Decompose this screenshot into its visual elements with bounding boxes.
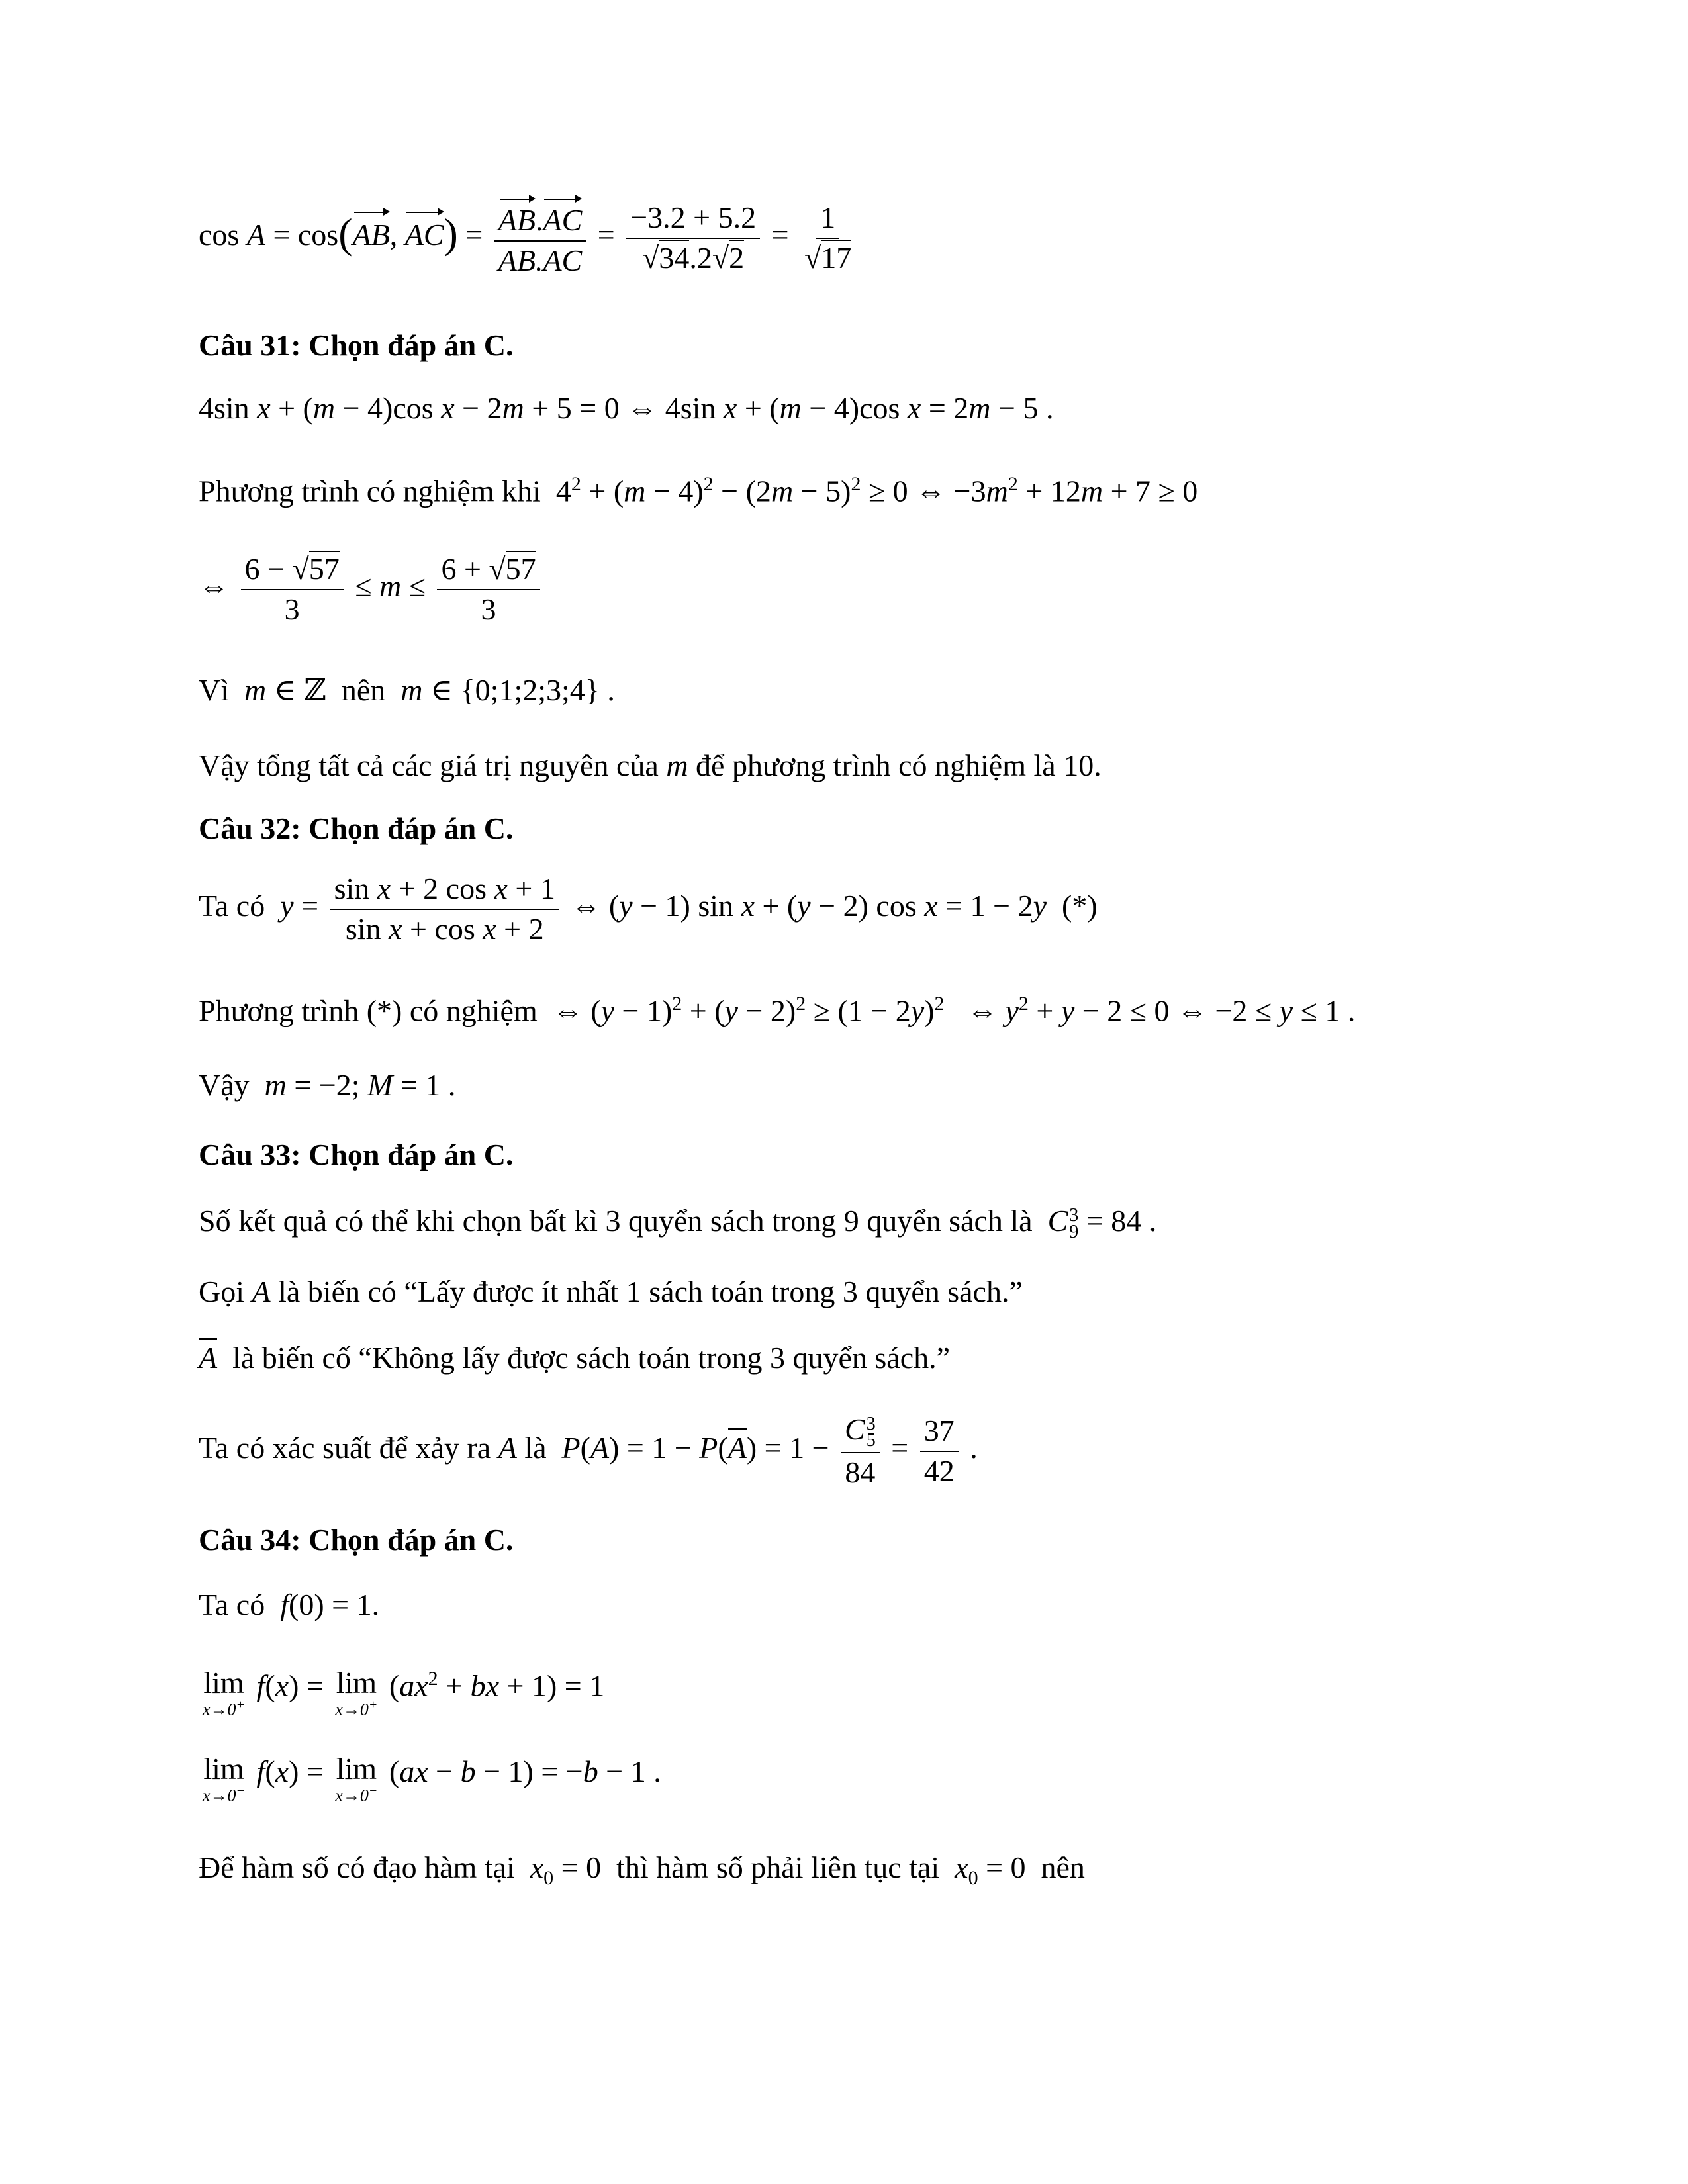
equation-32: Ta có y = $\frac{\text{sin x + 2 cos x + 1}}{\text{sin x + cos x + 2}}$ ⇔ (y − 1) sin x + (y − 2) cos x = 1 − 2y (*) <box>199 872 1098 946</box>
fraction-numeric: −3.2 + 5.2 √ 34.2√ 2 <box>626 201 760 275</box>
integer-values-31: Vì m ∈ ℤ nên m ∈ {0;1;2;3;4} . <box>199 673 615 707</box>
f-zero-34: Ta có f(0) = 1. <box>199 1588 380 1621</box>
result-32: Vậy m = −2; M = 1 . <box>199 1068 456 1102</box>
continuity-34: Để hàm số có đạo hàm tại $x_0 = 0$ thì hàm số phải liên tục tại $x_0 = 0$ nên <box>199 1850 1085 1889</box>
vector-ac: AC <box>405 212 444 252</box>
fraction-result: 1 √ 17 <box>800 201 855 275</box>
heading-cau-33: Câu 33: Chọn đáp án C. <box>199 1138 514 1171</box>
heading-cau-31: Câu 31: Chọn đáp án C. <box>199 328 514 362</box>
limit-right-34: lim x→0+ f(x) = lim x→0+ ($ax^2$ + bx + 1) = 1 <box>203 1666 605 1719</box>
probability-33: Ta có xác suất để xảy ra A là P(A) = 1 − P(A) = 1 − C 3 5 84 = $\frac{37}{42}$ . <box>199 1412 978 1489</box>
combinations-33: Số kết quả có thể khi chọn bất kì 3 quyển sách trong 9 quyển sách là C 3 9 = 84 . <box>199 1204 1157 1243</box>
fraction-dot-product: $\frac{AB.AC}{AB.AC}$ <box>494 199 586 277</box>
equation-31: 4sin x + (m − 4)cos x − 2m + 5 = 0 ⇔ 4sin x + (m − 4)cos x = 2m − 5 . <box>199 391 1054 425</box>
event-a-bar-33: A là biến cố “Không lấy được sách toán trong 3 quyển sách.” <box>199 1340 950 1375</box>
event-a-33: Gọi A là biến có “Lấy được ít nhất 1 sách toán trong 3 quyển sách.” <box>199 1275 1023 1308</box>
vector-ab: AB <box>353 212 390 252</box>
limit-left-34: lim x→0− f(x) = lim x→0− (ax − b − 1) = −b − 1 . <box>203 1752 661 1805</box>
inequality-31: ⇔ $\frac{6 - √ 57}{3}$ ≤ m ≤ $\frac{6 + √ 57}{3}$ <box>199 553 544 626</box>
heading-cau-34: Câu 34: Chọn đáp án C. <box>199 1523 514 1557</box>
conclusion-31: Vậy tổng tất cả các giá trị nguyên của m để phương trình có nghiệm là 10. <box>199 749 1102 782</box>
cos-a-lhs: cos A = cos <box>199 218 339 252</box>
condition-31: Phương trình có nghiệm khi $4^2 + (m - 4)^2 - (2m - 5)^2 \ge 0$ ⇔ $-3m^2 + 12m + 7 \ge 0$ <box>199 473 1198 508</box>
cos-a-formula: cos A = cos(AB, AC) = $\frac{AB.AC}{AB.AC}$ = −3.2 + 5.2 √ 34.2√ 2 = 1 √ 17 <box>199 199 859 277</box>
heading-cau-32: Câu 32: Chọn đáp án C. <box>199 811 514 845</box>
condition-32: Phương trình (*) có nghiệm ⇔ $(y - 1)^2 + (y - 2)^2 \ge (1 - 2y)^2$ ⇔ $y^2 + y - 2 \le 0$ ⇔ −2 ≤ y ≤ 1 . <box>199 993 1356 1028</box>
